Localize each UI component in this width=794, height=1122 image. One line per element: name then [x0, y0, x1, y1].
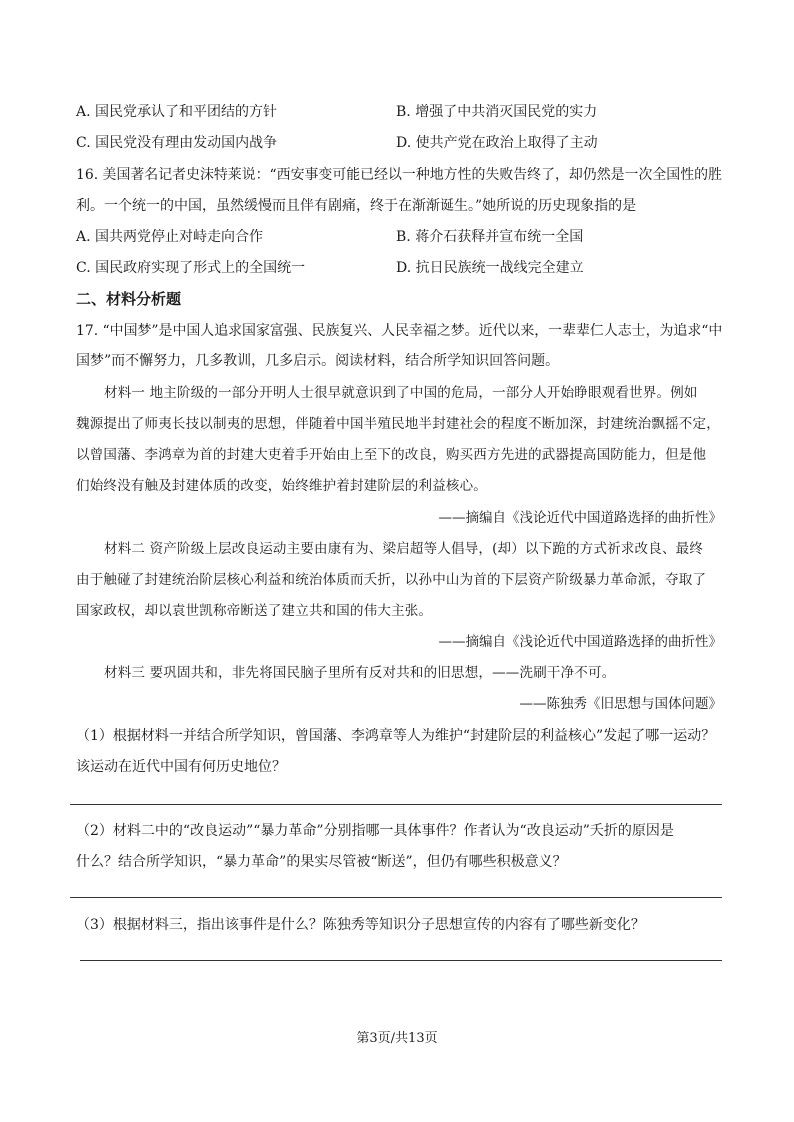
answer-line-1[interactable]	[70, 804, 722, 805]
q15-option-d: D. 使共产党在政治上取得了主动	[396, 135, 598, 151]
page-number: 第3页/共13页	[356, 1031, 438, 1046]
q16-option-a: A. 国共两党停止对峙走向合作	[76, 229, 264, 245]
material2-line3: 国家政权，却以袁世凯称帝断送了建立共和国的伟大主张。	[76, 603, 433, 619]
sub-question-2-line2: 什么？结合所学知识，“暴力革命”的果实尽管被“断送”，但仍有哪些积极意义？	[76, 854, 567, 870]
q17-intro-line2: 国梦”而不懈努力，几多教训，几多启示。阅读材料，结合所学知识回答问题。	[76, 353, 560, 369]
q16-stem-line1: 16. 美国著名记者史沫特莱说：“西安事变可能已经以一种地方性的失败告终了，却仍然是一次全国性的胜	[76, 167, 722, 183]
sub-question-2-line1: （2）材料二中的“改良运动”“暴力革命”分别指哪一具体事件？作者认为“改良运动”夭折的原因是	[76, 823, 674, 839]
material2-line2: 由于触碰了封建统治阶层核心利益和统治体质而夭折，以孙中山为首的下层资产阶级暴力革命派，夺取了	[76, 572, 707, 588]
q15-option-a: A. 国民党承认了和平团结的方针	[76, 104, 278, 120]
answer-line-3[interactable]	[80, 960, 722, 961]
material3-source: ——陈独秀《旧思想与国体问题》	[519, 696, 722, 712]
section-heading: 二、材料分析题	[76, 290, 182, 308]
sub-question-3-line1: （3）根据材料三，指出该事件是什么？陈独秀等知识分子思想宣传的内容有了哪些新变化？	[76, 917, 645, 933]
material1-source: ——摘编自《浅论近代中国道路选择的曲折性》	[438, 510, 722, 526]
q16-option-d: D. 抗日民族统一战线完全建立	[396, 260, 584, 276]
answer-line-2[interactable]	[70, 897, 722, 898]
material1-line4: 们始终没有触及封建体质的改变，始终维护着封建阶层的利益核心。	[76, 478, 487, 494]
q17-intro-line1: 17. “中国梦”是中国人追求国家富强、民族复兴、人民幸福之梦。近代以来，一辈辈仁人志士，为追求“中	[76, 323, 723, 339]
material1-line2: 魏源提出了师夷长技以制夷的思想，伴随着中国半殖民地半封建社会的程度不断加深，封建统治飘摇不定，	[76, 416, 720, 432]
q15-option-b: B. 增强了中共消灭国民党的实力	[396, 104, 598, 120]
sub-question-1-line1: （1）根据材料一并结合所学知识，曾国藩、李鸿章等人为维护“封建阶层的利益核心”发起了哪一运动？	[76, 728, 716, 744]
q16-option-b: B. 蒋介石获释并宣布统一全国	[396, 229, 584, 245]
q16-option-c: C. 国民政府实现了形式上的全国统一	[76, 260, 306, 276]
sub-question-1-line2: 该运动在近代中国有何历史地位？	[76, 759, 286, 775]
material2-source: ——摘编自《浅论近代中国道路选择的曲折性》	[438, 634, 722, 650]
material2-line1: 材料二 资产阶级上层改良运动主要由康有为、梁启超等人倡导，(却）以下跪的方式祈求改良、最终	[104, 541, 704, 557]
material3-line1: 材料三 要巩固共和，非先将国民脑子里所有反对共和的旧思想，——洗刷干净不可。	[104, 665, 616, 681]
q16-stem-line2: 利。一个统一的中国，虽然缓慢而且伴有剧痛，终于在渐渐诞生。”她所说的历史现象指的是	[76, 198, 637, 214]
material1-line3: 以曾国藩、李鸿章为首的封建大吏着手开始由上至下的改良，购买西方先进的武器提高国防能力，但是他	[76, 447, 707, 463]
material1-line1: 材料一 地主阶级的一部分开明人士很早就意识到了中国的危局，一部分人开始睁眼观看世界。例如	[104, 385, 698, 401]
q15-option-c: C. 国民党没有理由发动国内战争	[76, 135, 278, 151]
